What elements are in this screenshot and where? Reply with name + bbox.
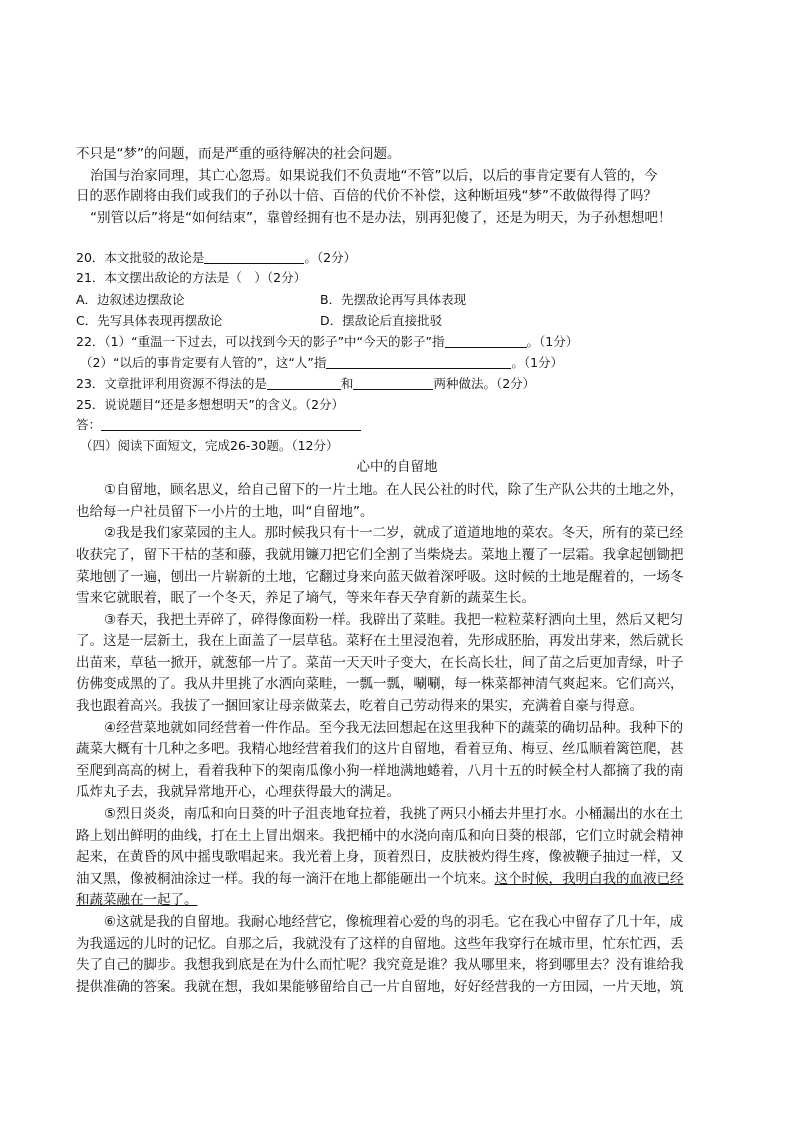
essay-title: 心中的自留地 xyxy=(356,459,438,475)
q21-option-b: B．先摆敌论再写具体表现 xyxy=(320,292,467,307)
q23-answer-blank-1[interactable] xyxy=(267,375,341,390)
essay-line: 路上划出鲜明的曲线，打在土上冒出烟来。我把桶中的水浇向南瓜和向日葵的根部，它们立时就会精神 xyxy=(76,828,684,844)
essay-line: ②我是我们家菜园的主人。那时候我只有十一二岁，就成了道道地地的菜农。冬天，所有的菜已经 xyxy=(104,525,684,541)
essay-line: ①自留地，顾名思义，给自己留下的一片土地。在人民公社的时代，除了生产队公共的土地之外， xyxy=(104,482,684,498)
q20-text: 20．本文批驳的敌论是 xyxy=(76,250,205,265)
essay-line: ④经营菜地就如同经营着一件作品。至今我无法回想起在这里我种下的蔬菜的确切品种。我种下的 xyxy=(104,720,684,736)
essay-line: 蔬菜大概有十几种之多吧。我精心地经营着我们的这片自留地，看着豆角、梅豆、丝瓜顺着篱笆爬，甚 xyxy=(76,741,684,757)
essay-line: 我也跟着高兴。我拔了一捆回家让母亲做菜去，吃着自己劳动得来的果实，充满着自豪与得意。 xyxy=(76,698,643,714)
essay-line: 收获完了，留下干枯的茎和藤，我就用镰刀把它们全割了当柴烧去。菜地上覆了一层霜。我拿起刨锄把 xyxy=(76,547,684,563)
section-4-heading: （四）阅读下面短文，完成26-30题。（12分） xyxy=(80,438,339,453)
q20-answer-blank[interactable] xyxy=(204,249,304,264)
q22-1-score: 。（1分） xyxy=(526,334,579,349)
essay-line: ⑤烈日炎炎，南瓜和向日葵的叶子沮丧地耷拉着，我挑了两只小桶去井里打水。小桶漏出的水在土 xyxy=(104,806,684,822)
underlined-sentence: 这个时候，我明白我的血液已经 xyxy=(494,871,684,887)
q23-text-c: 两种做法。（2分） xyxy=(433,376,536,391)
essay-line: 提供准确的答案。我就在想，我如果能够留给自己一片自留地，好好经营我的一方田园，一片天地，筑 xyxy=(76,979,684,995)
question-22-2 xyxy=(80,353,563,373)
essay-line xyxy=(76,869,684,889)
question-21: 21．本文摆出敌论的方法是（ ）（2分） xyxy=(76,270,307,285)
q21-option-c: C．先写具体表现再摆敌论 xyxy=(76,313,223,328)
q23-text-a: 23．文章批评利用资源不得法的是 xyxy=(76,376,267,391)
passage-line-4: “别管以后”将是“如何结束”，靠曾经拥有也不是办法，别再犯傻了，还是为明天，为子孙想想吧！ xyxy=(90,210,672,226)
essay-line: 为我遥远的儿时的记忆。自那之后，我就没有了这样的自留地。这些年我穿行在城市里，忙东忙西，丢 xyxy=(76,936,684,952)
essay-line: 也给每一户社员留下一小片的土地，叫“自留地”。 xyxy=(76,504,374,520)
essay-line: 仿佛变成黑的了。我从井里挑了水洒向菜畦，一瓢一瓢，唰唰，每一株菜都神清气爽起来。它们高兴， xyxy=(76,676,684,692)
q23-text-b: 和 xyxy=(340,376,354,391)
essay-line: 至爬到高高的树上，看着我种下的架南瓜像小狗一样地满地蜷着，八月十五的时候全村人都摘了我的南 xyxy=(76,763,684,779)
essay-line xyxy=(76,890,198,910)
essay-line-text: 油又黑，像被桐油涂过一样。我的每一滴汗在地上都能砸出一个坑来。 xyxy=(76,871,495,887)
essay-line: 失了自己的脚步。我想我到底是在为什么而忙呢？我究竟是谁？我从哪里来，将到哪里去？没有谁给我 xyxy=(76,957,684,973)
essay-line: 出苗来，草毡一掀开，就葱郁一片了。菜苗一天天叶子变大，在长高长壮，间了苗之后更加青绿，叶子 xyxy=(76,655,684,671)
q21-option-d: D．摆敌论后直接批驳 xyxy=(320,313,443,328)
q23-answer-blank-2[interactable] xyxy=(353,375,433,390)
q22-2-text: （2）“以后的事肯定要有人管的”，这“人”指 xyxy=(80,355,327,370)
q22-2-score: 。（1分） xyxy=(511,355,564,370)
passage-line-3: 日的恶作剧将由我们或我们的子孙以十倍、百倍的代价不补偿，这种断垣残“梦”不敢做得得了吗？ xyxy=(76,188,657,204)
question-20 xyxy=(76,248,356,268)
passage-line-2: 治国与治家同理，其亡心忽焉。如果说我们不负责地“不管”以后，以后的事肯定要有人管的，今 xyxy=(90,168,658,184)
question-25: 25．说说题目“还是多想想明天”的含义。（2分） xyxy=(76,397,345,412)
q22-1-answer-blank[interactable] xyxy=(445,333,527,348)
q20-score: 。（2分） xyxy=(304,250,357,265)
essay-line: ⑥这就是我的自留地。我耐心地经营它，像梳理着心爱的鸟的羽毛。它在我心中留存了几十年，成 xyxy=(104,914,684,930)
question-25-answer xyxy=(76,415,361,435)
q22-1-text: 22．（1）“重温一下过去，可以找到今天的影子”中“今天的影子”指 xyxy=(76,334,445,349)
essay-line: 起来，在黄昏的风中摇曳歌唱起来。我光着上身，顶着烈日，皮肤被灼得生疼，像被鞭子抽过一样，又 xyxy=(76,849,684,865)
underlined-sentence-end: 和蔬菜融在一起了。 xyxy=(76,892,198,908)
essay-line: ③春天，我把土弄碎了，碎得像面粉一样。我辟出了菜畦。我把一粒粒菜籽洒向土里，然后又耙匀 xyxy=(104,612,684,628)
passage-line-1: 不只是“梦”的问题，而是严重的亟待解决的社会问题。 xyxy=(76,146,401,162)
q21-option-a: A．边叙述边摆敌论 xyxy=(76,292,185,307)
q25-answer-label: 答： xyxy=(76,417,102,432)
essay-line: 菜地刨了一遍，刨出一片崭新的土地，它翻过身来向蓝天做着深呼吸。这时候的土地是醒着的，一场冬 xyxy=(76,569,684,585)
q22-2-answer-blank[interactable] xyxy=(326,354,511,369)
essay-line: 了。这是一层新土，我在上面盖了一层草毡。菜籽在土里浸泡着，先形成胚胎，再发出芽来，然后就长 xyxy=(76,633,684,649)
essay-line: 雪来它就眠着，眠了一个冬天，养足了墒气，等来年春天孕育新的蔬菜生长。 xyxy=(76,590,535,606)
question-22-1 xyxy=(76,332,578,352)
essay-line: 瓜炸丸子去，我就异常地开心，心理获得最大的满足。 xyxy=(76,784,400,800)
q25-answer-blank[interactable] xyxy=(101,416,361,431)
question-23 xyxy=(76,374,535,394)
